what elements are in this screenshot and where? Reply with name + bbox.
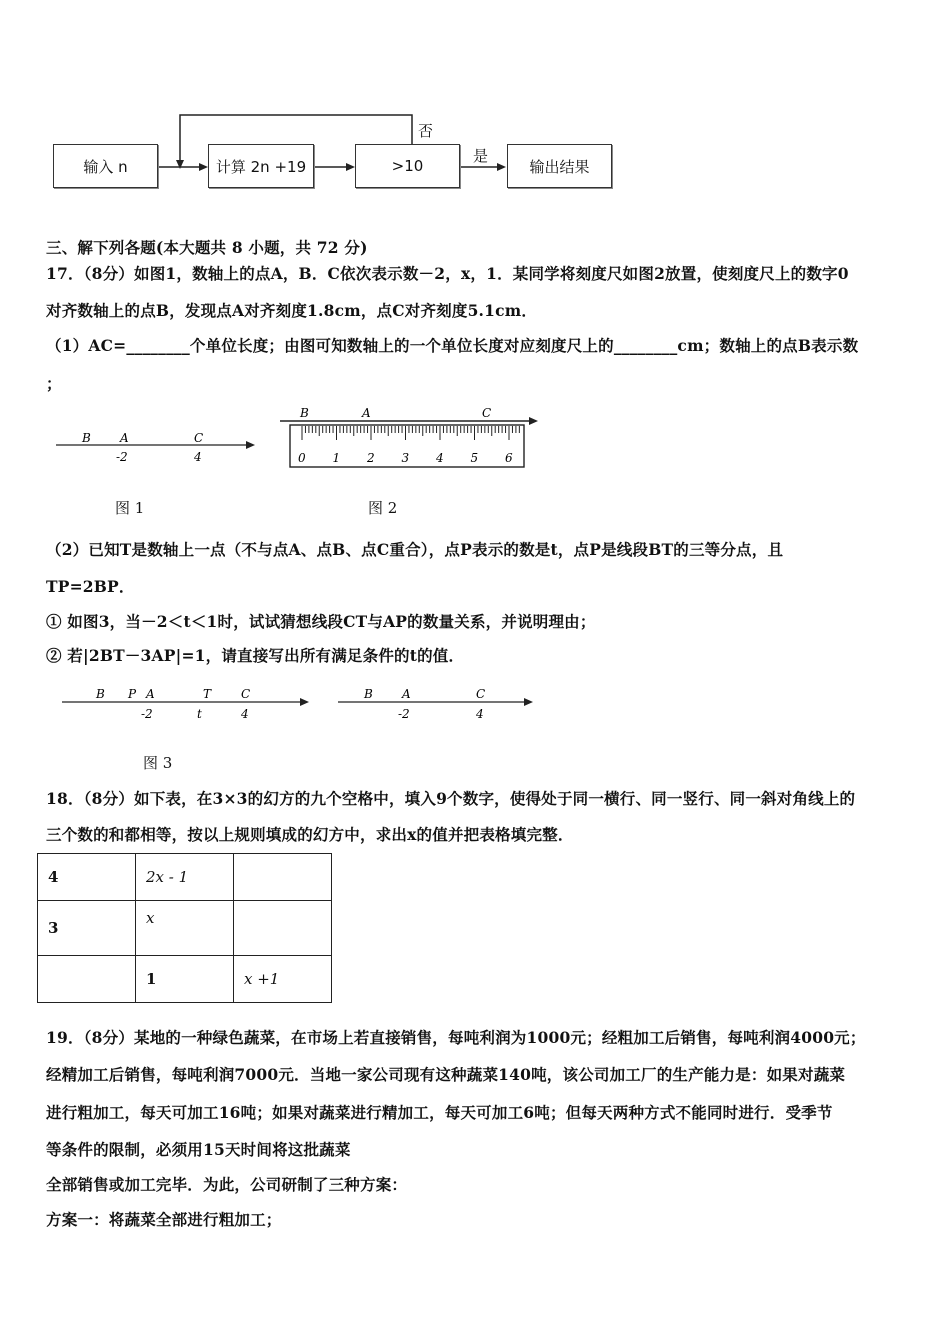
flow-compute-label: 计算 2n +19 xyxy=(215,157,307,176)
table-cell: x +1 xyxy=(234,956,332,1003)
q17-part2-q1: ① 如图3，当－2＜t＜1时，试试猜想线段CT与AP的数量关系，并说明理由； xyxy=(46,612,596,631)
flow-no-label: 否 xyxy=(418,122,434,140)
fig3b-value-a: -2 xyxy=(398,707,410,721)
q17-part2-q2: ② 若|2BT－3AP|=1，请直接写出所有满足条件的t的值． xyxy=(46,646,465,665)
table-cell: 2x - 1 xyxy=(136,854,234,901)
fig3-value-c: 4 xyxy=(241,707,249,721)
fig1-caption: 图 1 xyxy=(115,499,145,517)
flow-yes-label: 是 xyxy=(473,147,489,165)
fig3b-number-line xyxy=(334,682,544,727)
table-cell: 3 xyxy=(38,901,136,956)
table-cell: 4 xyxy=(38,854,136,901)
flow-output-label: 输出结果 xyxy=(529,157,590,176)
fig3-label-t: T xyxy=(203,687,212,701)
ruler-number: 5 xyxy=(470,451,479,465)
q17-line4: ； xyxy=(46,374,62,393)
fig3b-label-c: C xyxy=(476,687,486,701)
fig1-label-a: A xyxy=(120,431,129,445)
table-cell xyxy=(234,854,332,901)
table-row xyxy=(38,854,332,901)
table-cell: 1 xyxy=(136,956,234,1003)
table-row xyxy=(38,956,332,1003)
ruler-number: 4 xyxy=(436,451,444,465)
fig2-label-a: A xyxy=(362,406,371,420)
q17-line2: 对齐数轴上的点B，发现点A对齐刻度1.8cm，点C对齐刻度5.1cm． xyxy=(46,301,538,320)
ruler-number: 0 xyxy=(298,451,306,465)
fig1-label-b: B xyxy=(82,431,91,445)
table-cell: x xyxy=(136,901,234,956)
fig3-caption: 图 3 xyxy=(143,754,173,772)
fig3-label-p: P xyxy=(128,687,137,701)
fig3-label-a: A xyxy=(146,687,155,701)
fig1-number-line xyxy=(50,425,265,470)
flow-input-label: 输入 n xyxy=(83,157,128,176)
fig3-value-a: -2 xyxy=(141,707,153,721)
fig3-number-line xyxy=(58,682,318,727)
flow-condition-label: >10 xyxy=(391,157,424,175)
fig3-label-b: B xyxy=(96,687,105,701)
q19-line6: 方案一：将蔬菜全部进行粗加工； xyxy=(46,1210,282,1229)
ruler-number: 3 xyxy=(401,451,410,465)
ruler-number: 6 xyxy=(505,451,513,465)
section-title: 三、解下列各题(本大题共 8 小题，共 72 分) xyxy=(46,238,368,257)
table-cell xyxy=(234,901,332,956)
q19-line4: 等条件的限制，必须用15天时间将这批蔬菜 xyxy=(46,1140,351,1159)
fig3b-label-b: B xyxy=(364,687,373,701)
flow-input-box xyxy=(53,144,158,188)
fig2-label-c: C xyxy=(482,406,492,420)
fig2-caption: 图 2 xyxy=(368,499,398,517)
magic-square-table xyxy=(37,853,332,1003)
fig3-value-t: t xyxy=(197,707,202,721)
q19-line3: 进行粗加工，每天可加工16吨；如果对蔬菜进行精加工，每天可加工6吨；但每天两种方式不能同时进行．受季节 xyxy=(46,1103,833,1122)
q17-part2-line1: （2）已知T是数轴上一点（不与点A、点B、点C重合），点P表示的数是t，点P是线段BT的三等分点，且 xyxy=(46,540,784,559)
flow-output-box xyxy=(507,144,612,188)
fig3b-label-a: A xyxy=(402,687,411,701)
q17-part2-line2: TP=2BP． xyxy=(46,577,135,596)
ruler-number: 1 xyxy=(332,451,341,465)
q17-line1: 17．（8分）如图1，数轴上的点A，B．C依次表示数－2，x，1．某同学将刻度尺如图2放置，使刻度尺上的数字0 xyxy=(46,264,849,283)
fig1-value-c: 4 xyxy=(194,450,202,464)
fig3b-value-c: 4 xyxy=(476,707,484,721)
flow-condition-box xyxy=(355,144,460,188)
fig2-ruler xyxy=(272,403,547,475)
fig1-value-a: -2 xyxy=(116,450,128,464)
table-row xyxy=(38,901,332,956)
q19-line1: 19．（8分）某地的一种绿色蔬菜，在市场上若直接销售，每吨利润为1000元；经粗加工后销售，每吨利润4000元； xyxy=(46,1028,866,1047)
q18-line1: 18．（8分）如下表，在3×3的幻方的九个空格中，填入9个数字，使得处于同一横行、同一竖行、同一斜对角线上的 xyxy=(46,789,856,808)
fig3-label-c: C xyxy=(241,687,251,701)
ruler-number: 2 xyxy=(367,451,375,465)
q17-line3: （1）AC=________个单位长度；由图可知数轴上的一个单位长度对应刻度尺上的________cm；数轴上的点B表示数 xyxy=(46,336,859,355)
q18-line2: 三个数的和都相等，按以上规则填成的幻方中，求出x的值并把表格填完整． xyxy=(46,825,574,844)
flow-compute-box xyxy=(208,144,314,188)
q19-line2: 经精加工后销售，每吨利润7000元．当地一家公司现有这种蔬菜140吨，该公司加工厂的生产能力是：如果对蔬菜 xyxy=(46,1065,846,1084)
q19-line5: 全部销售或加工完毕．为此，公司研制了三种方案： xyxy=(46,1175,408,1194)
fig1-label-c: C xyxy=(194,431,204,445)
table-cell xyxy=(38,956,136,1003)
fig2-label-b: B xyxy=(300,406,309,420)
